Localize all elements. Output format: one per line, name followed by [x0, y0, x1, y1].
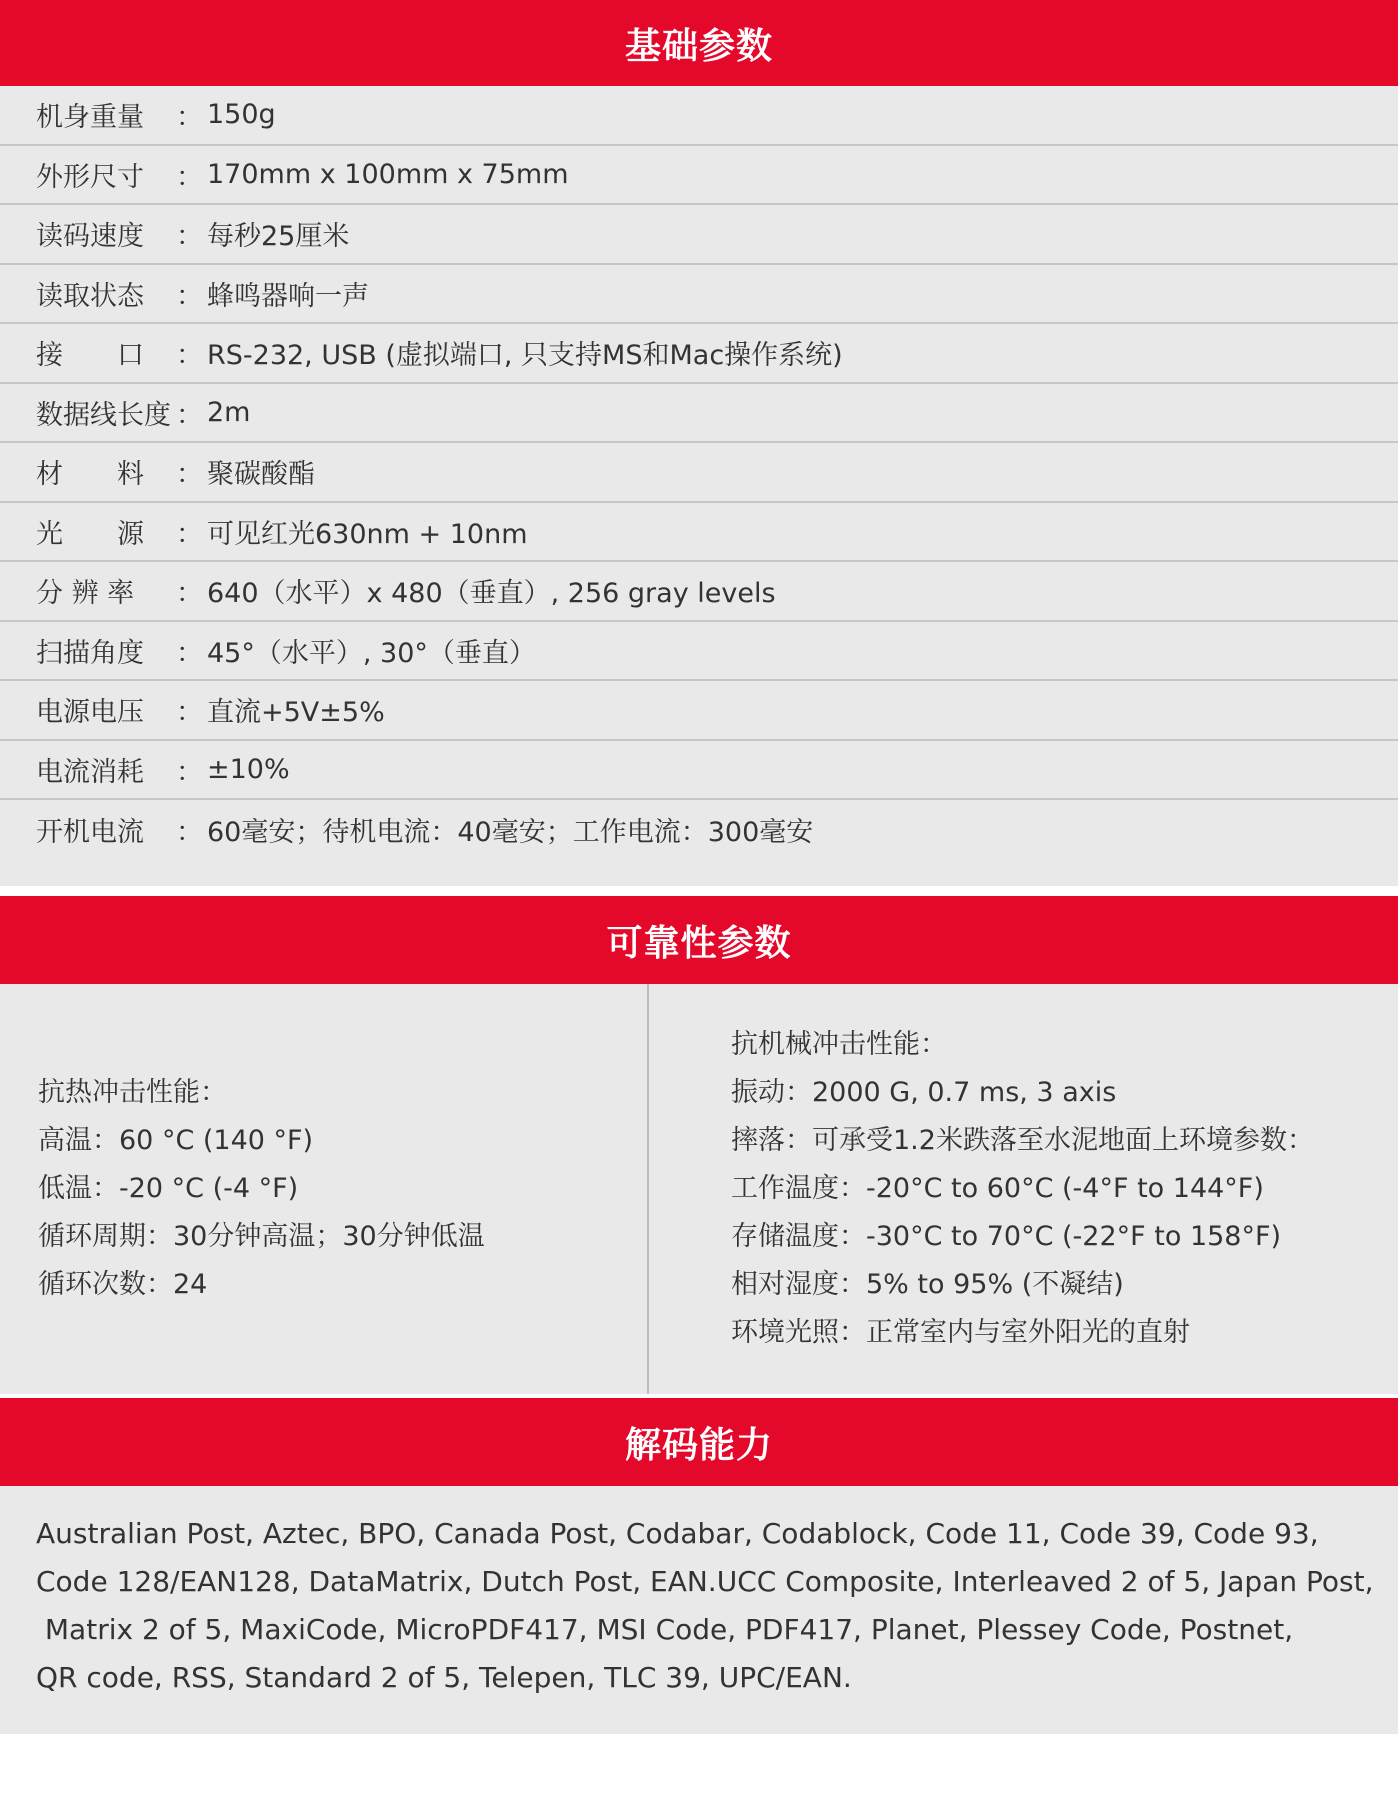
- param-label: 电源电压: [36, 697, 144, 729]
- param-row: [0, 800, 1398, 860]
- param-value: 170mm x 100mm x 75mm: [207, 158, 569, 190]
- param-value: 2m: [207, 396, 251, 428]
- param-value: 直流+5V±5%: [207, 697, 385, 729]
- param-row: [0, 205, 1398, 265]
- reliability-params-title: 可靠性参数: [606, 922, 792, 964]
- param-value: 45°（水平）, 30°（垂直）: [207, 637, 536, 669]
- param-label: 数据线长度: [36, 399, 171, 431]
- reliability-line: 抗热冲击性能：: [38, 1077, 227, 1108]
- param-label: 开机电流: [36, 817, 144, 849]
- param-label: 读码速度: [36, 221, 144, 253]
- decoding-title: 解码能力: [624, 1424, 773, 1466]
- param-value: 可见红光630nm + 10nm: [207, 518, 528, 550]
- param-value: 60毫安；待机电流：40毫安；工作电流：300毫安: [207, 817, 814, 849]
- param-row: [0, 86, 1398, 146]
- param-separator: ：: [176, 161, 203, 193]
- reliability-line: 低温：-20 °C (-4 °F): [38, 1173, 299, 1204]
- basic-params-title: 基础参数: [624, 25, 773, 67]
- param-value: ±10%: [207, 753, 290, 785]
- param-value: 640（水平）x 480（垂直）, 256 gray levels: [207, 578, 776, 610]
- symbology-line: QR code, RSS, Standard 2 of 5, Telepen, TLC 39, UPC/EAN.: [36, 1661, 852, 1694]
- reliability-params-header: [0, 896, 1398, 984]
- param-value: 150g: [207, 99, 276, 131]
- param-separator: ：: [176, 280, 203, 312]
- param-row: [0, 622, 1398, 682]
- param-value: 蜂鸣器响一声: [207, 280, 369, 312]
- param-separator: ：: [176, 459, 203, 491]
- param-row: [0, 443, 1398, 503]
- reliability-line: 高温：60 °C (140 °F): [38, 1125, 314, 1156]
- param-row: [0, 265, 1398, 325]
- reliability-line: 抗机械冲击性能：: [731, 1029, 947, 1060]
- param-label: 读取状态: [36, 280, 144, 312]
- param-separator: ：: [176, 102, 203, 134]
- param-separator: ：: [176, 518, 203, 550]
- param-separator: ：: [176, 817, 203, 849]
- param-separator: ：: [176, 756, 203, 788]
- param-label: 光 源: [36, 518, 144, 550]
- symbology-line: Australian Post, Aztec, BPO, Canada Post, Codabar, Codablock, Code 11, Code 39, Code 93,: [36, 1517, 1319, 1550]
- param-label: 接 口: [36, 340, 144, 372]
- param-row: [0, 741, 1398, 801]
- param-label: 材 料: [36, 459, 144, 491]
- param-separator: ：: [176, 697, 203, 729]
- param-separator: ：: [176, 221, 203, 253]
- reliability-line: 存储温度：-30°C to 70°C (-22°F to 158°F): [731, 1221, 1282, 1252]
- reliability-line: 摔落：可承受1.2米跌落至水泥地面上环境参数：: [731, 1125, 1314, 1156]
- reliability-line: 环境光照：正常室内与室外阳光的直射: [731, 1317, 1190, 1348]
- param-row: [0, 503, 1398, 563]
- basic-params-header: [0, 0, 1398, 86]
- param-separator: ：: [176, 637, 203, 669]
- param-separator: ：: [176, 578, 203, 610]
- symbology-line: Code 128/EAN128, DataMatrix, Dutch Post, EAN.UCC Composite, Interleaved 2 of 5, Japan Post,: [36, 1565, 1374, 1598]
- decoding-header: [0, 1398, 1398, 1486]
- param-separator: ：: [176, 340, 203, 372]
- reliability-line: 循环次数：24: [38, 1269, 208, 1300]
- param-row: [0, 384, 1398, 444]
- decoding-body: [0, 1486, 1398, 1734]
- reliability-params-body: [0, 984, 1398, 1394]
- param-label: 机身重量: [36, 102, 144, 134]
- symbology-line: Matrix 2 of 5, MaxiCode, MicroPDF417, MSI Code, PDF417, Planet, Plessey Code, Postnet,: [36, 1613, 1294, 1646]
- reliability-line: 工作温度：-20°C to 60°C (-4°F to 144°F): [731, 1173, 1264, 1204]
- param-row: [0, 324, 1398, 384]
- basic-params-list: [0, 86, 1398, 886]
- reliability-line: 循环周期：30分钟高温；30分钟低温: [38, 1221, 485, 1252]
- param-label: 扫描角度: [36, 637, 144, 669]
- param-label: 分 辨 率: [36, 578, 135, 610]
- param-value: 每秒25厘米: [207, 221, 350, 253]
- thermal-shock-column: [0, 984, 649, 1394]
- mechanical-shock-column: [649, 984, 1398, 1394]
- reliability-line: 振动：2000 G, 0.7 ms, 3 axis: [731, 1077, 1117, 1108]
- param-row: [0, 681, 1398, 741]
- param-value: 聚碳酸酯: [207, 459, 315, 491]
- param-value: RS-232, USB (虚拟端口, 只支持MS和Mac操作系统): [207, 340, 843, 372]
- param-separator: ：: [176, 399, 203, 431]
- reliability-line: 相对湿度：5% to 95% (不凝结): [731, 1269, 1124, 1300]
- param-row: [0, 146, 1398, 206]
- param-label: 电流消耗: [36, 756, 144, 788]
- param-row: [0, 562, 1398, 622]
- param-label: 外形尺寸: [36, 161, 144, 193]
